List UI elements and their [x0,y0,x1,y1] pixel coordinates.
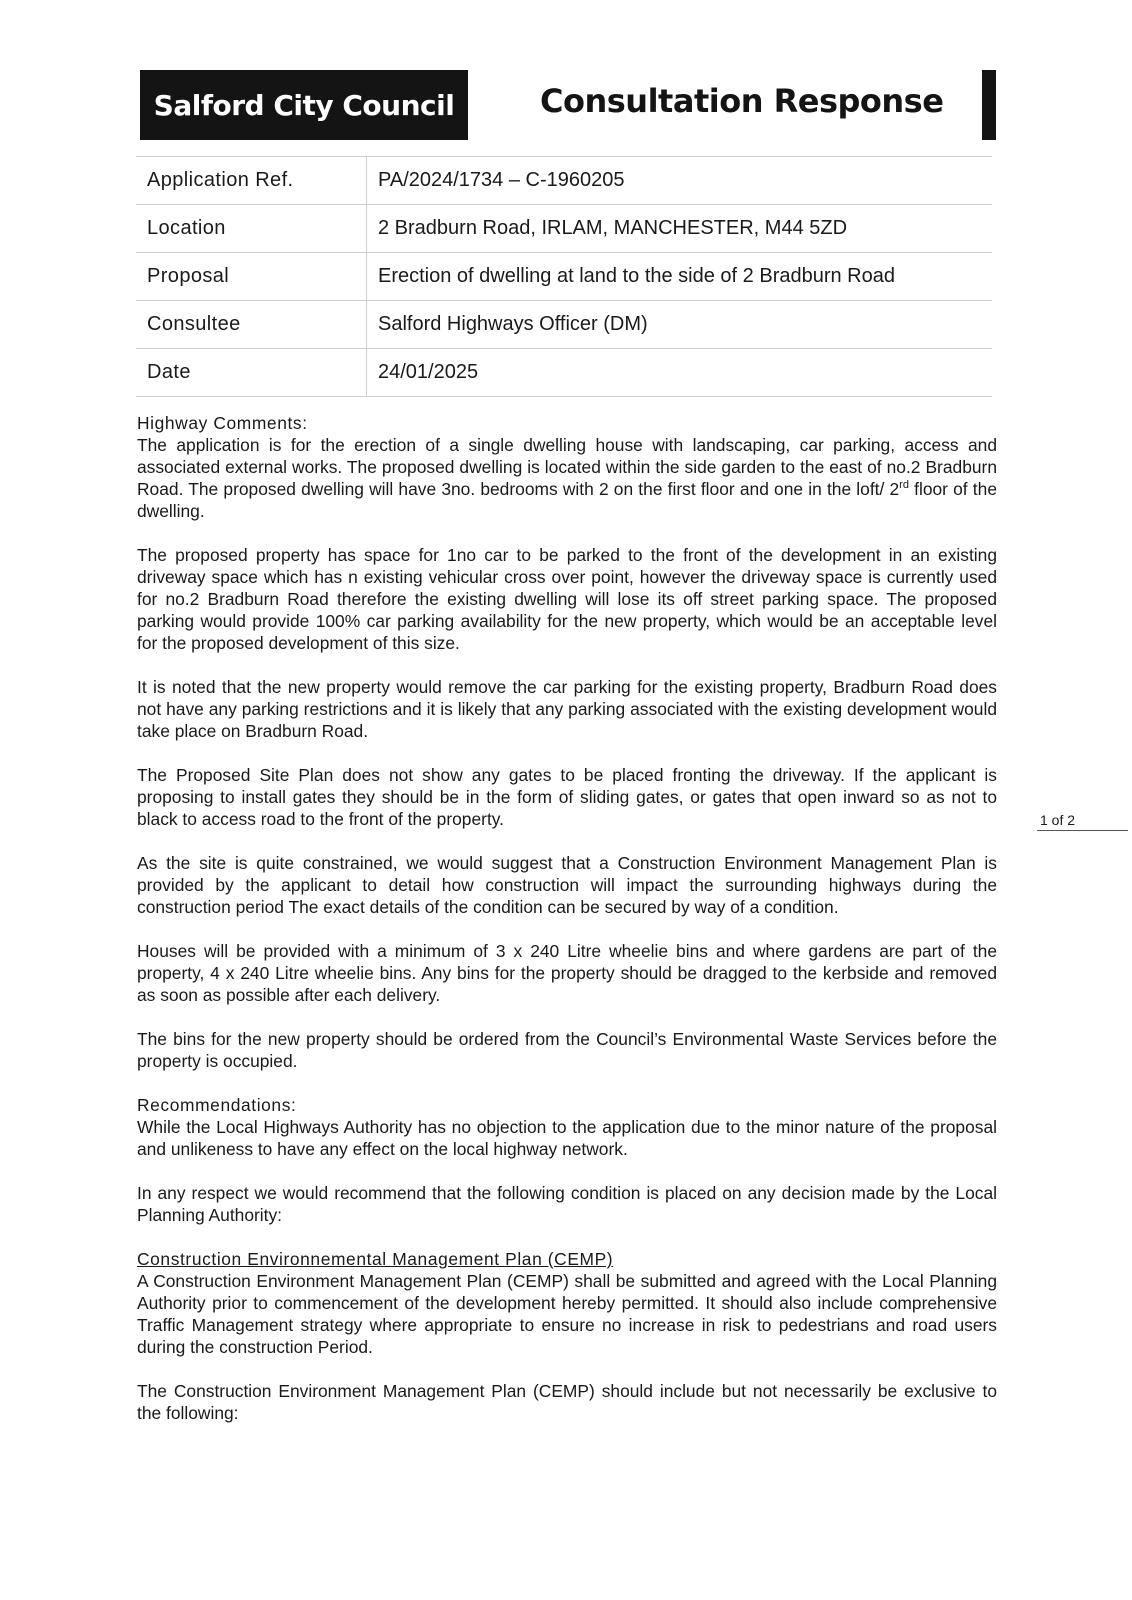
header-accent-bar [982,70,996,140]
paragraph: The proposed property has space for 1no car to be parked to the front of the development in an existing driveway space which has n existing vehicular cross over point, however the driveway space is currently used for no.2 Bradburn Road therefore the existing dwelling will lose its off street parking space. The proposed parking would provide 100% car parking availability for the new property, which would be an acceptable level for the proposed development of this size. [137,545,997,653]
paragraph: It is noted that the new property would remove the car parking for the existing property, Bradburn Road does not have any parking restrictions and it is likely that any parking associated with the existing development would take place on Bradburn Road. [137,677,997,741]
paragraph [137,434,997,522]
date-label: Date [136,349,367,397]
cemp-heading: Construction Environnemental Management Plan (CEMP) [137,1249,614,1269]
proposal-label: Proposal [136,253,367,301]
paragraph: The Construction Environment Management Plan (CEMP) should include but not necessarily be exclusive to the following: [137,1381,997,1423]
proposal-value: Erection of dwelling at land to the side of 2 Bradburn Road [367,253,993,301]
table-row [136,205,992,253]
paragraph-text: floor of the dwelling. [137,479,997,521]
council-logo [140,70,468,140]
location-value: 2 Bradburn Road, IRLAM, MANCHESTER, M44 5ZD [367,205,993,253]
document-header [140,70,996,140]
paragraph: The Proposed Site Plan does not show any gates to be placed fronting the driveway. If the applicant is proposing to install gates they should be in the form of sliding gates, or gates that open inward so as not to black to access road to the front of the property. [137,765,997,829]
document-title: Consultation Response [540,82,944,120]
paragraph: Houses will be provided with a minimum of 3 x 240 Litre wheelie bins and where gardens are part of the property, 4 x 240 Litre wheelie bins. Any bins for the property should be dragged to the kerbside and removed as soon as possible after each delivery. [137,941,997,1005]
location-label: Location [136,205,367,253]
date-value: 24/01/2025 [367,349,993,397]
table-row [136,253,992,301]
application-details-table [136,156,992,397]
consultee-label: Consultee [136,301,367,349]
highway-comments-heading: Highway Comments: [137,413,308,433]
consultee-value: Salford Highways Officer (DM) [367,301,993,349]
superscript: rd [899,479,909,492]
paragraph: In any respect we would recommend that the following condition is placed on any decision made by the Local Planning Authority: [137,1183,997,1225]
paragraph: A Construction Environment Management Plan (CEMP) shall be submitted and agreed with the Local Planning Authority prior to commencement of the development hereby permitted. It should also include comprehensive Traffic Management strategy where appropriate to ensure no increase in risk to pedestrians and road users during the construction Period. [137,1271,997,1357]
paragraph: As the site is quite constrained, we would suggest that a Construction Environment Management Plan is provided by the applicant to detail how construction will impact the surrounding highways during the construction period The exact details of the condition can be secured by way of a condition. [137,853,997,917]
application-ref-value: PA/2024/1734 – C-1960205 [367,157,993,205]
table-row [136,301,992,349]
council-logo-text: Salford City Council [153,88,455,122]
paragraph-text: The application is for the erection of a single dwelling house with landscaping, car parking, access and associated external works. The proposed dwelling is located within the side garden to the east of no.2 Bradburn Road. The proposed dwelling will have 3no. bedrooms with 2 on the first floor and one in the loft/ 2 [137,435,997,499]
recommendations-heading: Recommendations: [137,1095,297,1115]
paragraph: The bins for the new property should be ordered from the Council’s Environmental Waste Services before the property is occupied. [137,1029,997,1071]
table-row [136,349,992,397]
document-body [137,412,997,1446]
page-number: 1 of 2 [1037,812,1128,831]
application-ref-label: Application Ref. [136,157,367,205]
paragraph: While the Local Highways Authority has no objection to the application due to the minor nature of the proposal and unlikeness to have any effect on the local highway network. [137,1117,997,1159]
table-row [136,157,992,205]
